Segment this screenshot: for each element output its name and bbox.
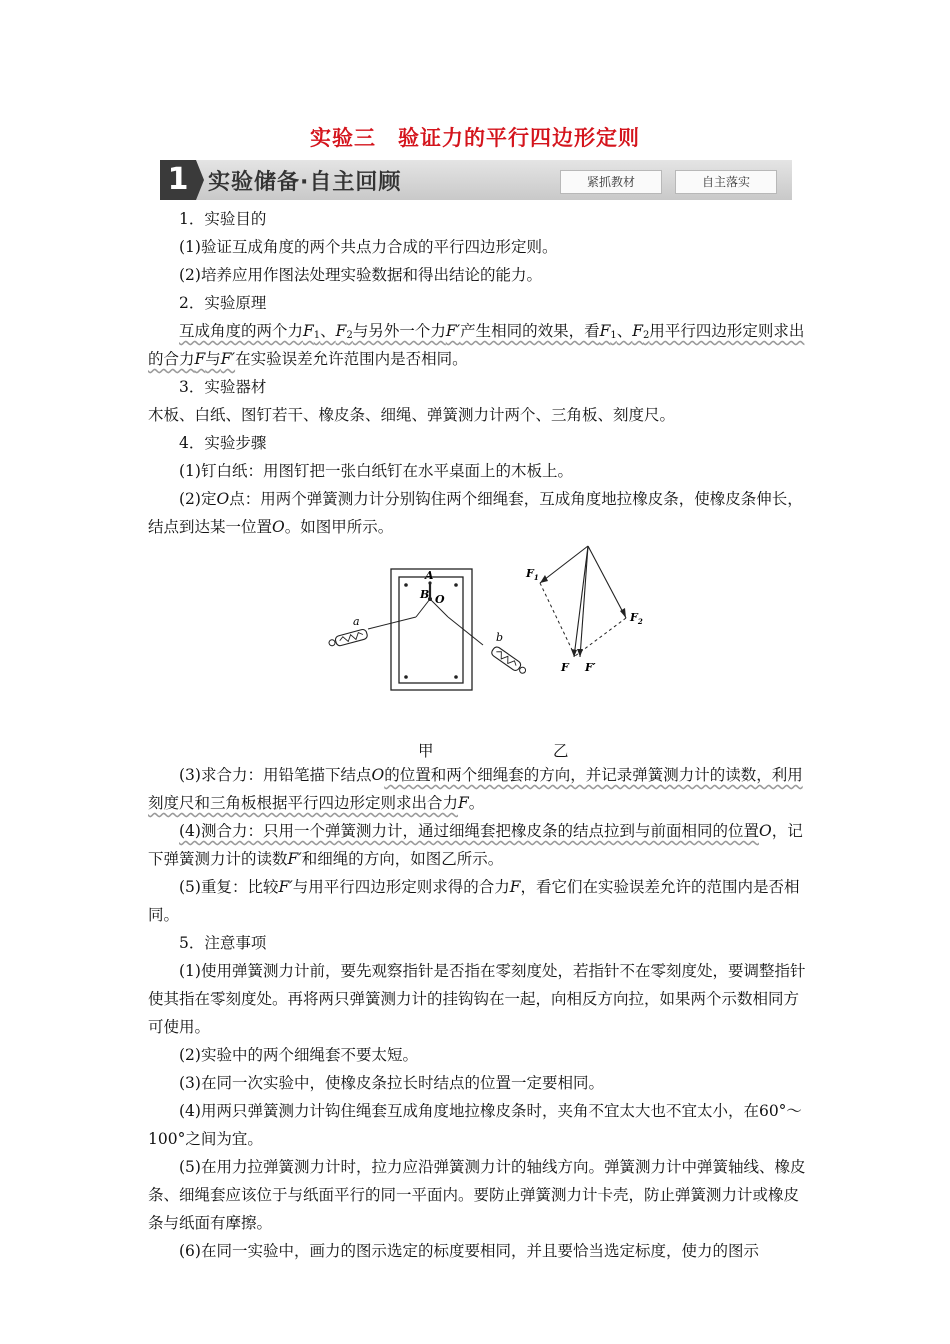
board-outline <box>391 569 472 690</box>
principle-text: 互成角度的两个力$F_1$、$F_2$与另外一个力F′产生相同的效果，看$F_1$、$F_2$用平行四边形定则求出的合力F与F′在实验误差允许范围内是否相同。 <box>148 322 805 368</box>
note-6: (6)在同一实验中，画力的图示选定的标度要相同，并且要恰当选定标度，使力的图示 <box>179 1242 759 1260</box>
purpose-item-1: (1)验证互成角度的两个共点力合成的平行四边形定则。 <box>179 238 558 256</box>
figure-diagram <box>148 541 808 761</box>
note-2: (2)实验中的两个细绳套不要太短。 <box>179 1046 418 1064</box>
heading-equipment: 3．实验器材 <box>179 378 267 396</box>
page-title: 实验三 验证力的平行四边形定则 <box>310 126 640 150</box>
label-b: b <box>496 631 504 644</box>
heading-notes: 5．注意事项 <box>179 934 267 952</box>
spring-scale-a <box>328 629 368 649</box>
caption-yi: 乙 <box>553 742 569 760</box>
step-2: (2)定O点：用两个弹簧测力计分别钩住两个细绳套，互成角度地拉橡皮条，使橡皮条伸长，结点到达某一位置O。如图甲所示。 <box>148 490 803 536</box>
article-body <box>148 205 808 1265</box>
tag-self-study: 自主落实 <box>675 170 777 194</box>
note-1: (1)使用弹簧测力计前，要先观察指针是否指在零刻度处，若指针不在零刻度处，要调整指针使其指在零刻度处。再将两只弹簧测力计的挂钩钩在一起，向相反方向拉，如果两个示数相同方可使用。 <box>148 962 806 1036</box>
label-F: F <box>561 661 569 674</box>
label-O: O <box>435 593 445 606</box>
step-1: (1)钉白纸：用图钉把一张白纸钉在水平桌面上的木板上。 <box>179 462 573 480</box>
caption-jia: 甲 <box>418 742 434 760</box>
label-Fprime: F′ <box>585 661 596 674</box>
heading-principle: 2．实验原理 <box>179 294 267 312</box>
section-banner <box>160 160 792 200</box>
heading-steps: 4．实验步骤 <box>179 434 267 452</box>
label-a: a <box>353 615 360 628</box>
note-5: (5)在用力拉弹簧测力计时，拉力应沿弹簧测力计的轴线方向。弹簧测力计中弹簧轴线、橡皮条、细绳套应该位于与纸面平行的同一平面内。要防止弹簧测力计卡壳，防止弹簧测力计或橡皮条与纸面有摩擦。 <box>148 1158 806 1232</box>
step-5: (5)重复：比较F′与用平行四边形定则求得的合力F，看它们在实验误差允许的范围内是否相同。 <box>148 878 800 924</box>
step-4: (4)测合力：只用一个弹簧测力计，通过细绳套把橡皮条的结点拉到与前面相同的位置O，记下弹簧测力计的读数F′和细绳的方向，如图乙所示。 <box>148 822 803 868</box>
tag-textbook: 紧抓教材 <box>560 170 662 194</box>
label-F2: $F_2$ <box>630 611 643 626</box>
step-3: (3)求合力：用铅笔描下结点O的位置和两个细绳套的方向，并记录弹簧测力计的读数，利用刻度尺和三角板根据平行四边形定则求出合力F。 <box>148 766 803 812</box>
dashed-side-1 <box>540 583 575 656</box>
purpose-item-2: (2)培养应用作图法处理实验数据和得出结论的能力。 <box>179 266 542 284</box>
label-F1: $F_1$ <box>526 567 539 582</box>
heading-purpose: 1．实验目的 <box>179 210 267 228</box>
banner-number: 1 <box>160 160 196 200</box>
vector-F2 <box>588 546 626 618</box>
banner-title: 实验储备·自主回顾 <box>208 170 402 195</box>
vector-F1 <box>540 546 588 583</box>
equipment-text: 木板、白纸、图钉若干、橡皮条、细绳、弹簧测力计两个、三角板、刻度尺。 <box>148 406 676 424</box>
figure-experiment <box>148 541 808 761</box>
label-B: B <box>420 588 430 601</box>
spring-scale-b <box>490 645 528 676</box>
note-4: (4)用两只弹簧测力计钩住绳套互成角度地拉橡皮条时，夹角不宜太大也不宜太小，在60°～100°之间为宜。 <box>148 1102 802 1148</box>
label-A: A <box>425 569 434 582</box>
note-3: (3)在同一次实验中，使橡皮条拉长时结点的位置一定要相同。 <box>179 1074 604 1092</box>
